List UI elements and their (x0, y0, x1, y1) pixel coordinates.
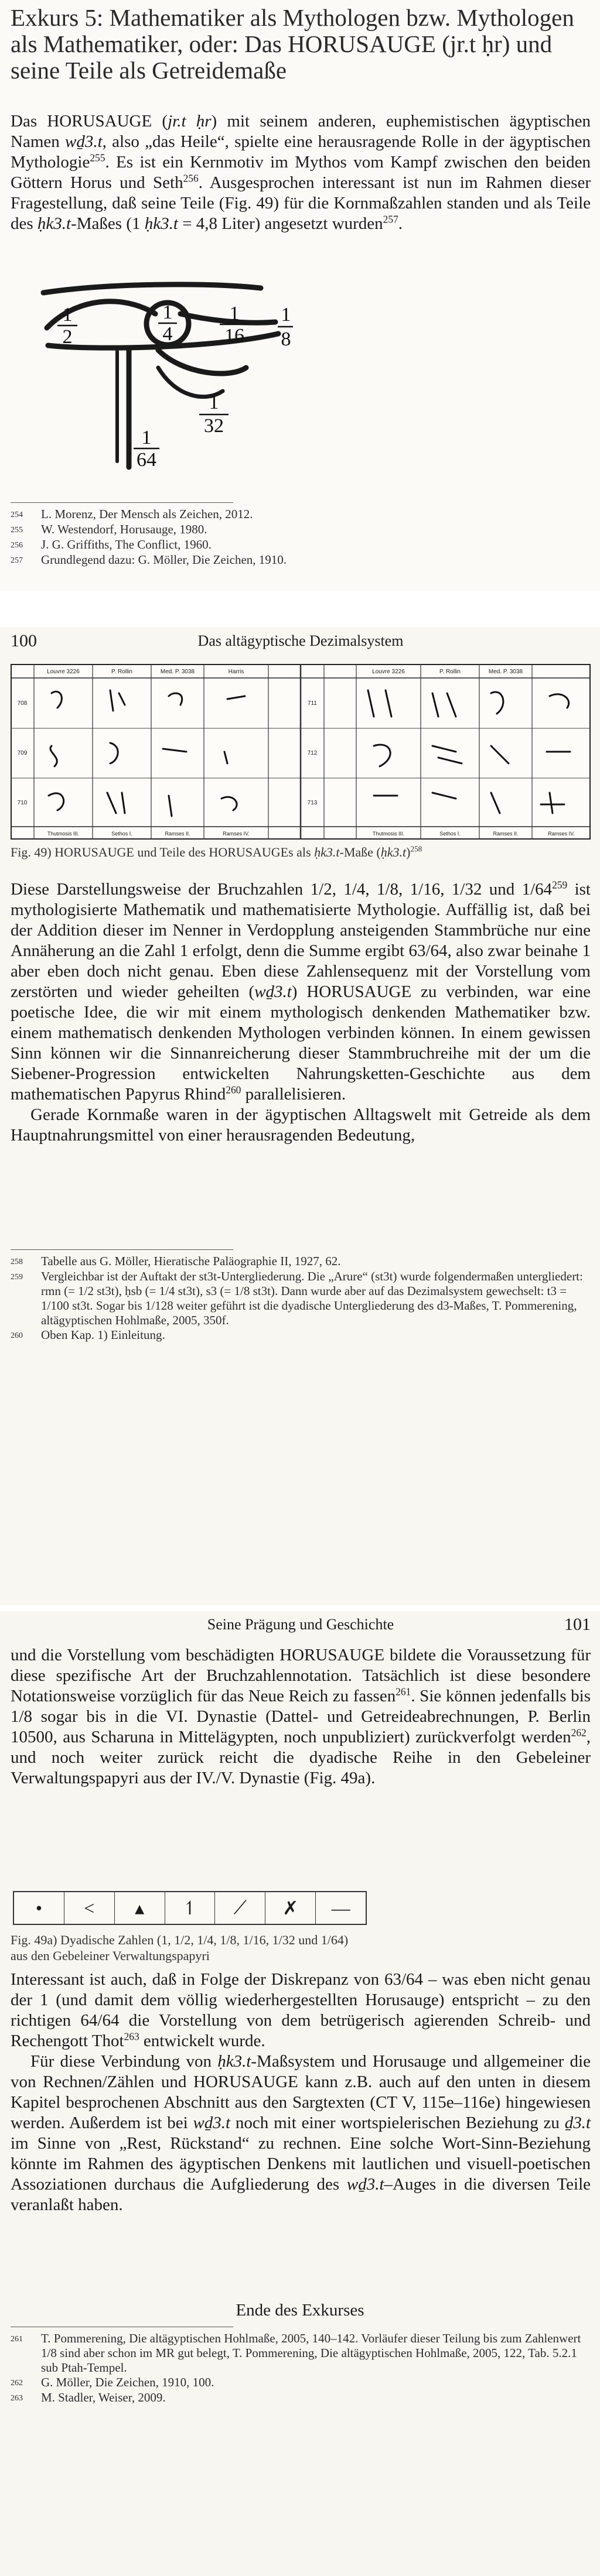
caption-line-1: Fig. 49a) Dyadische Zahlen (1, 1/2, 1/4, 1/8, 1/16, 1/32 und 1/64) (11, 1933, 349, 1947)
row-710: 710 (17, 800, 28, 806)
frac-1-16-den: 16 (224, 325, 244, 347)
tf-left-2: Sethos I. (111, 831, 132, 837)
tail-stroke (158, 350, 246, 374)
footnote-number: 256 (11, 541, 23, 550)
row-708: 708 (17, 700, 28, 707)
dyadic-sign-1-2: < (64, 1892, 115, 1924)
footnote-rule (11, 502, 233, 503)
th-right-2: P. Rollin (439, 669, 461, 675)
th-left-2: P. Rollin (111, 669, 132, 675)
footnote-number: 254 (11, 511, 23, 519)
footnote-text: W. Westendorf, Horusauge, 1980. (41, 522, 207, 536)
footnote-text: Vergleichbar ist der Auftakt der st3t-Untergliederung. Die „Arure“ (st3t) wurde folgendermaßen untergliedert: rmn (= 1/2 st3t), ḥsb (= 1/4 st3t), s3 (= 1/8 st3t). Dann wurde aber auf das Dezimalsystem gewechselt: t3 = 1/100 st3t. Sogar bis 1/128 weiter geführt ist die dyadische Untergliederung des d3-Maßes, T. Pommerening, altägyptischen Hohlmaße, 2005, 350f. (41, 1269, 583, 1327)
excursus-title (11, 5, 591, 84)
footnote-number: 255 (11, 526, 23, 535)
footnote-262 (11, 2375, 596, 2390)
frac-1-32-num: 1 (209, 392, 219, 413)
eye-right-stroke (180, 314, 275, 323)
footnote-260 (11, 1328, 596, 1343)
footnote-number: 261 (11, 2335, 23, 2344)
frac-1-16-num: 1 (229, 303, 240, 324)
running-head-title: Seine Prägung und Geschichte (207, 1616, 394, 1633)
row-712: 712 (307, 750, 318, 756)
footnotes-page-1 (11, 507, 596, 568)
tf-left-3: Ramses II. (165, 831, 190, 837)
footnote-text: Grundlegend dazu: G. Möller, Die Zeichen, 1910. (41, 553, 287, 567)
footnote-257 (11, 553, 596, 568)
running-head-100 (11, 631, 591, 652)
page-number: 101 (564, 1615, 591, 1634)
dyadic-sign-1-8: ↿ (165, 1892, 216, 1924)
th-left-1: Louvre 3226 (47, 669, 80, 675)
th-left-4: Harris (228, 669, 244, 675)
frac-1-2-num: 1 (62, 304, 73, 326)
tf-right-3: Ramses II. (493, 831, 519, 837)
footnote-text: Oben Kap. 1) Einleitung. (41, 1328, 165, 1342)
th-right-1: Louvre 3226 (372, 669, 405, 675)
frac-1-4-den: 4 (162, 323, 173, 345)
footnote-number: 258 (11, 1258, 23, 1266)
page-gap (0, 591, 600, 628)
tf-right-2: Sethos I. (439, 831, 461, 837)
frac-1-8-den: 8 (281, 328, 291, 350)
tf-right-1: Thutmosis III. (372, 831, 405, 837)
footnote-text: L. Morenz, Der Mensch als Zeichen, 2012. (41, 507, 253, 521)
horus-eye-figure (35, 280, 293, 473)
dyadic-numbers-figure (13, 1891, 367, 1925)
frac-1-64-num: 1 (141, 427, 152, 448)
row-709: 709 (17, 750, 28, 756)
th-right-3: Med. P. 3038 (488, 669, 523, 675)
footnote-number: 262 (11, 2379, 23, 2387)
page-number: 100 (11, 631, 37, 650)
footnote-text: Tabelle aus G. Möller, Hieratische Paläographie II, 1927, 62. (41, 1254, 341, 1268)
dyadic-sign-1: • (14, 1892, 64, 1924)
end-of-excursus: Ende des Exkurses (236, 2301, 364, 2320)
footnotes-page-3 (11, 2331, 596, 2406)
footnote-263 (11, 2390, 596, 2406)
hieratic-table-figure (11, 664, 591, 840)
title-text: Exkurs 5: Mathematiker als Mythologen bzw. Mythologen als Mathematiker, oder: Das HORUSAUGE (jr.t ḥr) und seine Teile als Getreidemaße (11, 4, 574, 84)
tf-right-4: Ramses IV. (548, 831, 575, 837)
footnote-number: 263 (11, 2394, 23, 2403)
dyadic-sign-1-32: ✗ (265, 1892, 316, 1924)
figure-49a-caption (11, 1932, 591, 1964)
intro-paragraph: Das HORUSAUGE (jr.t ḥr) mit seinem anderen, euphemistischen ägyptischen Namen wḏ3.t, also „das Heile“, spielte eine herausragende Rolle in der ägyptischen Mythologie$^{255}$. Es ist ein Kernmotiv im Mythos vom Kampf zwischen den beiden Göttern Horus und Seth$^{256}$. Ausgesprochen interessant ist nun im Rahmen dieser Fragestellung, daß seine Teile (Fig. 49) für die Kornmaßzahlen standen und als Teile des ḥk3.t-Maßes (1 ḥk3.t = 4,8 Liter) angesetzt wurden$^{257}$. (11, 112, 591, 233)
footnote-rule (11, 1249, 233, 1250)
dyadic-sign-1-4: ▴ (115, 1892, 165, 1924)
figure-49-caption: Fig. 49) HORUSAUGE und Teile des HORUSAUGEs als ḥk3.t-Maße (ḥk3.t)$^{258}$ (11, 844, 422, 859)
row-711: 711 (308, 700, 317, 707)
frac-1-8-num: 1 (281, 304, 291, 326)
footnote-number: 257 (11, 556, 23, 565)
footnote-261 (11, 2331, 596, 2375)
footnote-text: M. Stadler, Weiser, 2009. (41, 2390, 166, 2404)
footnote-259 (11, 1269, 596, 1328)
footnote-number: 260 (11, 1331, 23, 1340)
frac-1-2-den: 2 (62, 326, 73, 348)
page-2 (0, 628, 600, 1605)
running-head-title: Das altägyptische Dezimalsystem (197, 632, 404, 649)
page-gap (0, 1605, 600, 1611)
footnote-256 (11, 537, 596, 553)
caption-line-2: aus den Gebeleiner Verwaltungspapyri (11, 1948, 210, 1963)
footnote-text: J. G. Griffiths, The Conflict, 1960. (41, 537, 212, 551)
frac-1-64-den: 64 (137, 449, 156, 471)
footnote-258 (11, 1254, 596, 1269)
footnote-254 (11, 507, 596, 522)
row-713: 713 (307, 800, 318, 806)
dyadic-sign-1-16: ⟋ (215, 1892, 265, 1924)
tf-left-1: Thutmosis III. (47, 831, 80, 837)
dyadic-sign-1-64: — (331, 1897, 350, 1919)
frac-1-4-num: 1 (162, 302, 173, 323)
footnote-255 (11, 522, 596, 537)
page-2-body: Diese Darstellungsweise der Bruchzahlen 1/2, 1/4, 1/8, 1/16, 1/32 und $1/64^{259}$ ist mythologisierte Mathematik und mathematisierte Mythologie. Auffällig ist, daß bei der Addition dieser im Nenner in Verdopplung ansteigenden Stammbrüche nur eine Annäherung an die Zahl 1 erfolgt, denn die Summe ergibt 63/64, also zwar beinahe 1 aber eben doch nicht genau. Eben diese Zahlensequenz mit der Vorstellung vom zerstörten und wieder geheilten (wḏ3.t) HORUSAUGE zu verbinden, war eine poetische Idee, die wir mit einem mythologisch denkenden Mathematiker bzw. einem mathematisch denkenden Mythologen verbinden können. In einem gewissen Sinn können wir die Sinnanreicherung dieser Stammbruchreihe mit der um die Siebener-Progression entwickelten Nahrungsketten-Geschichte aus dem mathematischen Papyrus Rhind$^{260}$ parallelisieren. Gerade Kornmaße waren in der ägyptischen Alltagswelt mit Getreide als dem Hauptnahrungsmittel von einer herausragenden Bedeutung, (11, 879, 591, 1145)
tf-left-4: Ramses IV. (223, 831, 250, 837)
footnote-number: 259 (11, 1273, 23, 1282)
footnotes-page-2 (11, 1254, 596, 1343)
page-3 (0, 1611, 600, 2576)
page-1 (0, 0, 600, 591)
frac-1-32-den: 32 (204, 415, 224, 437)
page-3-body-2: Interessant ist auch, daß in Folge der Diskrepanz von 63/64 – was eben nicht genau der 1 (und damit dem völlig wiederhergestellten Horusauge) entspricht – zu den richtigen 64/64 die Vorstellung von dem betrügerisch agierenden Schreib- und Rechengott Thot$^{263}$ entwickelt wurde. Für diese Verbindung von ḥk3.t-Maßsystem und Horusauge und allgemeiner die von Rechnen/Zählen und HORUSAUGE kann z.B. auch auf den unten in diesem Kapitel besprochenen Abschnitt aus den Sargtexten (CT V, 115e–116e) hingewiesen werden. Außerdem ist bei wḏ3.t noch mit einer wortspielerischen Beziehung zu ḏ3.t im Sinne von „Rest, Rückstand“ zu rechnen. Eine solche Wort-Sinn-Beziehung könnte im Rahmen des ägyptischen Denkens mit lautlichen und visuell-poetischen Assoziationen durchaus die Aufgliederung des wḏ3.t–Auges in die diversen Teile veranlaßt haben. (11, 1970, 591, 2214)
th-left-3: Med. P. 3038 (160, 669, 195, 675)
page-3-body-1: und die Vorstellung vom beschädigten HORUSAUGE bildete die Voraussetzung für diese spezifische Art der Bruchzahlennotation. Tatsächlich ist diese besondere Notationsweise vorzüglich für das Neue Reich zu fassen$^{261}$. Sie können jedenfalls bis 1/8 sogar bis in die VI. Dynastie (Dattel- und Getreideabrechnungen, P. Berlin 10500, aus Scharuna in Mittelägypten, noch unpubliziert) zurückverfolgt werden$^{262}$, und noch weiter zurück reicht die dyadische Reihe in den Gebeleiner Verwaltungspapyri aus der IV./V. Dynastie (Fig. 49a). (11, 1646, 591, 1787)
footnote-text: G. Möller, Die Zeichen, 1910, 100. (41, 2375, 214, 2389)
footnote-text: T. Pommerening, Die altägyptischen Hohlmaße, 2005, 140–142. Vorläufer dieser Teilung bis zum Zahlenwert 1/8 sind aber schon im MR gut belegt, T. Pommerening, Die altägyptischen Hohlmaße, 2005, 122, Tab. 5.2.1 sub Ptah-Tempel. (41, 2331, 581, 2375)
brow-stroke (43, 285, 261, 293)
